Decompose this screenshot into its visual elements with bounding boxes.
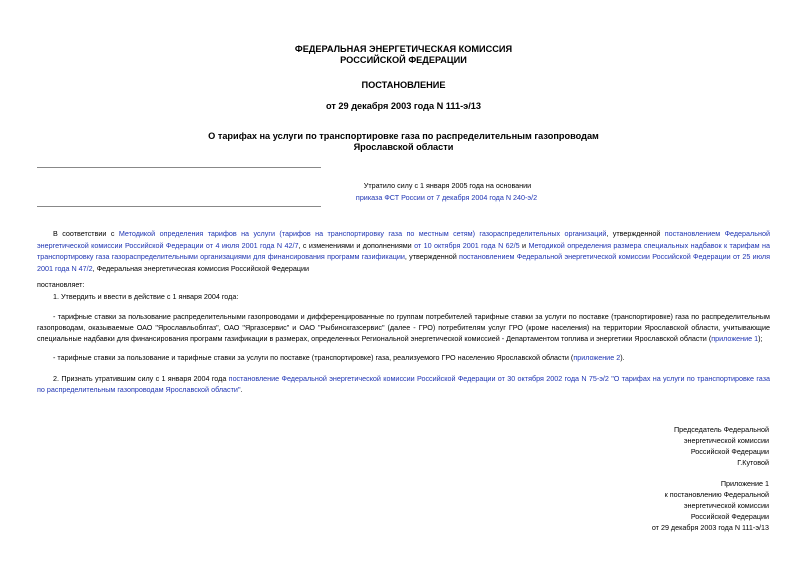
preamble-paragraph [37,228,770,274]
appendix-line-3: энергетической комиссии [683,501,769,510]
item-2 [37,373,770,395]
item-1b [37,352,770,363]
document-subject [0,131,807,153]
item-1b-tail: ). [620,353,625,362]
signatory-name: Г.Кутовой [737,458,769,467]
appendix-line-1: Приложение 1 [720,479,769,488]
resolution-47-2-link[interactable]: постановлением Федеральной энергетической комиссии Российской Федерации от 25 июля 2001 года N 47/2 [37,252,771,273]
appendix-1-link[interactable]: приложение 1 [711,334,759,343]
item-1a [37,311,770,344]
item-1: 1. Утвердить и ввести в действие с 1 января 2004 года: [53,292,239,301]
divider-top [37,167,321,168]
preamble-text-4: и [519,240,529,250]
issuer-line-2: РОССИЙСКОЙ ФЕДЕРАЦИИ [340,55,467,65]
subject-line-2: Ярославской области [353,142,454,152]
item-1a-tail: ); [758,334,763,343]
appendix-line-2: к постановлению Федеральной [664,490,769,499]
signature-line-1: Председатель Федеральной [674,425,769,434]
preamble-text-6: , Федеральная энергетическая комиссия Российской Федерации [92,263,310,273]
signature-block [674,424,769,468]
repealed-resolution-link[interactable]: постановление Федеральной энергетической комиссии Российской Федерации от 30 октября 2002 года N 75-э/2 "О тарифах на услуги по транспортировке газа по распределительным газопроводам Ярославской области" [37,374,771,394]
resolution-42-7-link[interactable]: постановлением Федеральной энергетической комиссии Российской Федерации от 4 июля 2001 года N 42/7 [37,229,770,250]
signature-line-2: энергетической комиссии [683,436,769,445]
resolves-label: постановляет: [37,280,85,289]
document-date: от 29 декабря 2003 года N 111-э/13 [325,101,482,111]
preamble-text-2: , утвержденной [606,229,665,238]
appendix-header [652,478,769,533]
preamble-text-1: В соответствии с [53,229,119,238]
item-2-text: 2. Признать утратившим силу с 1 января 2004 года [53,374,229,383]
item-1b-text: - тарифные ставки за пользование и тарифные ставки за услуги по поставке (транспортировке) газа, реализуемого ГРО населению Ярославской области ( [53,353,574,362]
subject-line-1: О тарифах на услуги по транспортировке газа по распределительным газопроводам [208,131,599,141]
item-2-tail: . [240,385,243,394]
preamble-text-5: , утвержденной [404,252,460,261]
appendix-2-link[interactable]: приложение 2 [573,353,621,362]
issuer-line-1: ФЕДЕРАЛЬНАЯ ЭНЕРГЕТИЧЕСКАЯ КОМИССИЯ [294,44,513,54]
document-kind: ПОСТАНОВЛЕНИЕ [361,80,446,90]
appendix-line-5: от 29 декабря 2003 года N 111-э/13 [651,523,769,532]
divider-bottom [37,206,321,207]
item-1a-text: - тарифные ставки за пользование распределительными газопроводами и дифференцированные по группам потребителей тарифные ставки за услуги по поставке (транспортировке) газа по распределительным газопроводам, оказываемые ОАО "Ярославльоблгаз", ОАО "Яргазсервис" и ОАО "Рыбинскгазсервис" (далее - ГРО) потребителям услуг ГРО (кроме населения) на территории Ярославской области, учитывающие специальные надбавки для финансирования программ газификации в размерах, определенных Региональной энергетической комиссией - Департаментом топлива и энергетики Ярославской области ( [37,312,770,343]
repeal-notice-text: Утратило силу с 1 января 2005 года на основании [363,181,532,190]
issuer-heading [0,44,807,66]
amendment-62-5-link[interactable]: от 10 октября 2001 года N 62/5 [414,240,520,250]
appendix-line-4: Российской Федерации [690,512,769,521]
surcharge-methodology-link[interactable]: Методикой определения размера специальных надбавок к тарифам на транспортировку газа газораспределительными организациями для финансирования программ газификации [37,240,770,261]
preamble-text-3: , с изменениями и дополнениями [298,240,415,250]
signature-line-3: Российской Федерации [690,447,769,456]
repeal-notice [0,180,807,204]
methodology-link[interactable]: Методикой определения тарифов на услуги (тарифов на транспортировку газа по местным сетям) газораспределительных организаций [118,229,607,238]
repeal-order-link[interactable]: приказа ФСТ России от 7 декабря 2004 года N 240-э/2 [355,193,538,202]
